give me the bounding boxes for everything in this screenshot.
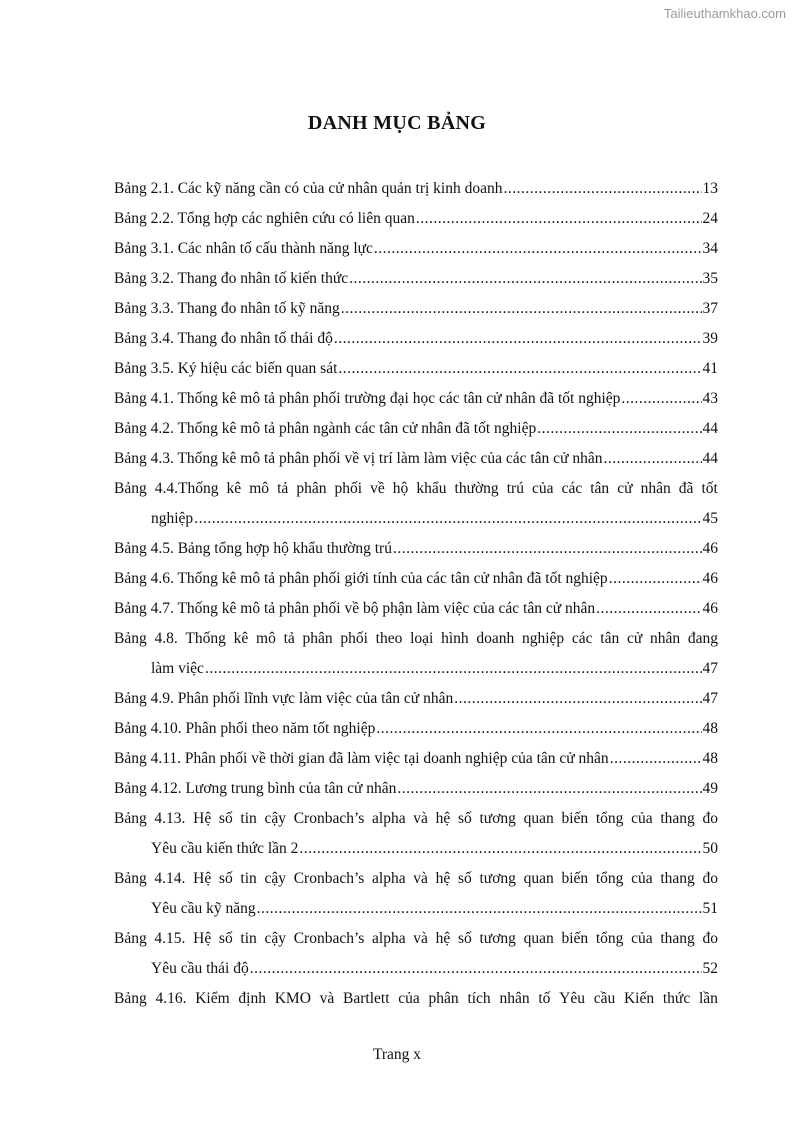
toc-entry[interactable] xyxy=(114,414,718,444)
dot-leader xyxy=(610,744,702,774)
dot-leader xyxy=(374,234,702,264)
toc-entry-page-number: 43 xyxy=(702,390,718,407)
dot-leader xyxy=(334,324,702,354)
dot-leader xyxy=(537,414,701,444)
dot-leader xyxy=(609,564,702,594)
toc-entry[interactable] xyxy=(114,264,718,294)
toc-entry[interactable] xyxy=(114,564,718,594)
dot-leader xyxy=(416,204,702,234)
toc-entry[interactable] xyxy=(114,444,718,474)
toc-entry[interactable] xyxy=(114,474,718,534)
dot-leader xyxy=(596,594,701,624)
toc-entry[interactable] xyxy=(114,294,718,324)
dot-leader xyxy=(397,774,701,804)
toc-entry-label: Bảng 4.3. Thống kê mô tả phân phối về vị trí làm làm việc của các tân cử nhân xyxy=(114,450,603,467)
toc-entry[interactable] xyxy=(114,234,718,264)
toc-entry-page-number: 47 xyxy=(702,660,718,677)
toc-entry-label: Yêu cầu kiến thức lần 2 xyxy=(151,840,299,857)
dot-leader xyxy=(349,264,701,294)
dot-leader xyxy=(299,834,701,864)
toc-entry-label: Bảng 4.10. Phân phối theo năm tốt nghiệp xyxy=(114,720,376,737)
toc-entry-page-number: 48 xyxy=(702,720,718,737)
toc-entry-page-number: 34 xyxy=(702,240,718,257)
toc-entry-first-line: Bảng 4.4.Thống kê mô tả phân phối về hộ khẩu thường trú của các tân cử nhân đã tốt xyxy=(114,480,718,497)
toc-entry-page-number: 46 xyxy=(702,570,718,587)
toc-entry-page-number: 49 xyxy=(702,780,718,797)
toc-entry-label: Bảng 2.2. Tổng hợp các nghiên cứu có liên quan xyxy=(114,210,415,227)
toc-entry[interactable] xyxy=(114,804,718,864)
toc-entry[interactable] xyxy=(114,864,718,924)
dot-leader xyxy=(257,894,702,924)
toc-entry-label: Bảng 3.3. Thang đo nhân tố kỹ năng xyxy=(114,300,340,317)
toc-entry-label: Bảng 4.5. Bảng tổng hợp hộ khẩu thường trú xyxy=(114,540,392,557)
toc-entry-page-number: 44 xyxy=(702,420,718,437)
toc-entry-page-number: 47 xyxy=(702,690,718,707)
toc-entry-page-number: 37 xyxy=(702,300,718,317)
toc-entry-page-number: 46 xyxy=(702,540,718,557)
toc-entry-page-number: 39 xyxy=(702,330,718,347)
toc-entry-label: nghiệp xyxy=(151,510,194,527)
toc-entry-page-number: 13 xyxy=(702,180,718,197)
toc-entry-page-number: 24 xyxy=(702,210,718,227)
toc-entry-label: Bảng 3.1. Các nhân tố cấu thành năng lực xyxy=(114,240,373,257)
toc-entry[interactable] xyxy=(114,714,718,744)
page-title: DANH MỤC BẢNG xyxy=(307,112,487,134)
toc-entry[interactable] xyxy=(114,204,718,234)
toc-entry[interactable] xyxy=(114,594,718,624)
toc-entry[interactable] xyxy=(114,324,718,354)
toc-entry-label: Bảng 4.1. Thống kê mô tả phân phối trường đại học các tân cử nhân đã tốt nghiệp xyxy=(114,390,621,407)
toc-entry-label: Bảng 3.2. Thang đo nhân tố kiến thức xyxy=(114,270,349,287)
dot-leader xyxy=(454,684,701,714)
toc-entry-first-line: Bảng 4.16. Kiểm định KMO và Bartlett của phân tích nhân tố Yêu cầu Kiến thức lần xyxy=(114,990,718,1007)
toc-entry-page-number: 48 xyxy=(702,750,718,767)
toc-entry[interactable] xyxy=(114,984,718,1014)
toc-entry-label: làm việc xyxy=(151,660,204,677)
toc-entry-label: Bảng 4.6. Thống kê mô tả phân phối giới tính của các tân cử nhân đã tốt nghiệp xyxy=(114,570,608,587)
toc-entry-first-line: Bảng 4.14. Hệ số tin cậy Cronbach’s alpha và hệ số tương quan biến tổng của thang đo xyxy=(114,870,718,887)
dot-leader xyxy=(393,534,702,564)
toc-entry-page-number: 45 xyxy=(702,510,718,527)
watermark: Tailieuthamkhao.com xyxy=(663,6,786,21)
toc-entry[interactable] xyxy=(114,744,718,774)
toc-entry-label: Bảng 4.12. Lương trung bình của tân cử nhân xyxy=(114,780,397,797)
toc-entry-label: Bảng 3.5. Ký hiệu các biến quan sát xyxy=(114,360,338,377)
toc-entry-label: Bảng 2.1. Các kỹ năng cần có của cử nhân quản trị kinh doanh xyxy=(114,180,503,197)
dot-leader xyxy=(194,504,701,534)
dot-leader xyxy=(205,654,702,684)
toc-entry[interactable] xyxy=(114,354,718,384)
toc-entry-page-number: 41 xyxy=(702,360,718,377)
dot-leader xyxy=(338,354,701,384)
toc-entry-page-number: 35 xyxy=(702,270,718,287)
toc-entry[interactable] xyxy=(114,174,718,204)
page-footer: Trang x xyxy=(372,1046,422,1063)
toc-entry[interactable] xyxy=(114,624,718,684)
toc-entry-page-number: 51 xyxy=(702,900,718,917)
toc-entry-label: Bảng 4.7. Thống kê mô tả phân phối về bộ phận làm việc của các tân cử nhân xyxy=(114,600,596,617)
toc-entry-label: Bảng 3.4. Thang đo nhân tố thái độ xyxy=(114,330,333,347)
dot-leader xyxy=(503,174,701,204)
toc-entry-page-number: 44 xyxy=(702,450,718,467)
toc-entry[interactable] xyxy=(114,384,718,414)
toc-entry[interactable] xyxy=(114,774,718,804)
toc-entry[interactable] xyxy=(114,534,718,564)
toc-entry-page-number: 46 xyxy=(702,600,718,617)
dot-leader xyxy=(250,954,702,984)
dot-leader xyxy=(341,294,702,324)
dot-leader xyxy=(376,714,701,744)
toc-entry-label: Yêu cầu kỹ năng xyxy=(151,900,256,917)
toc-entry-label: Yêu cầu thái độ xyxy=(151,960,249,977)
toc-entry-first-line: Bảng 4.13. Hệ số tin cậy Cronbach’s alpha và hệ số tương quan biến tổng của thang đo xyxy=(114,810,718,827)
toc-entry-first-line: Bảng 4.8. Thống kê mô tả phân phối theo loại hình doanh nghiệp các tân cử nhân đang xyxy=(114,630,718,647)
toc-entry-page-number: 50 xyxy=(702,840,718,857)
table-of-contents xyxy=(114,174,718,1014)
toc-entry-page-number: 52 xyxy=(702,960,718,977)
dot-leader xyxy=(603,444,701,474)
dot-leader xyxy=(621,384,701,414)
toc-entry-label: Bảng 4.2. Thống kê mô tả phân ngành các tân cử nhân đã tốt nghiệp xyxy=(114,420,537,437)
toc-entry-label: Bảng 4.9. Phân phối lĩnh vực làm việc của tân cử nhân xyxy=(114,690,454,707)
toc-entry[interactable] xyxy=(114,684,718,714)
toc-entry-label: Bảng 4.11. Phân phối về thời gian đã làm việc tại doanh nghiệp của tân cử nhân xyxy=(114,750,609,767)
toc-entry[interactable] xyxy=(114,924,718,984)
toc-entry-first-line: Bảng 4.15. Hệ số tin cậy Cronbach’s alpha và hệ số tương quan biến tổng của thang đo xyxy=(114,930,718,947)
